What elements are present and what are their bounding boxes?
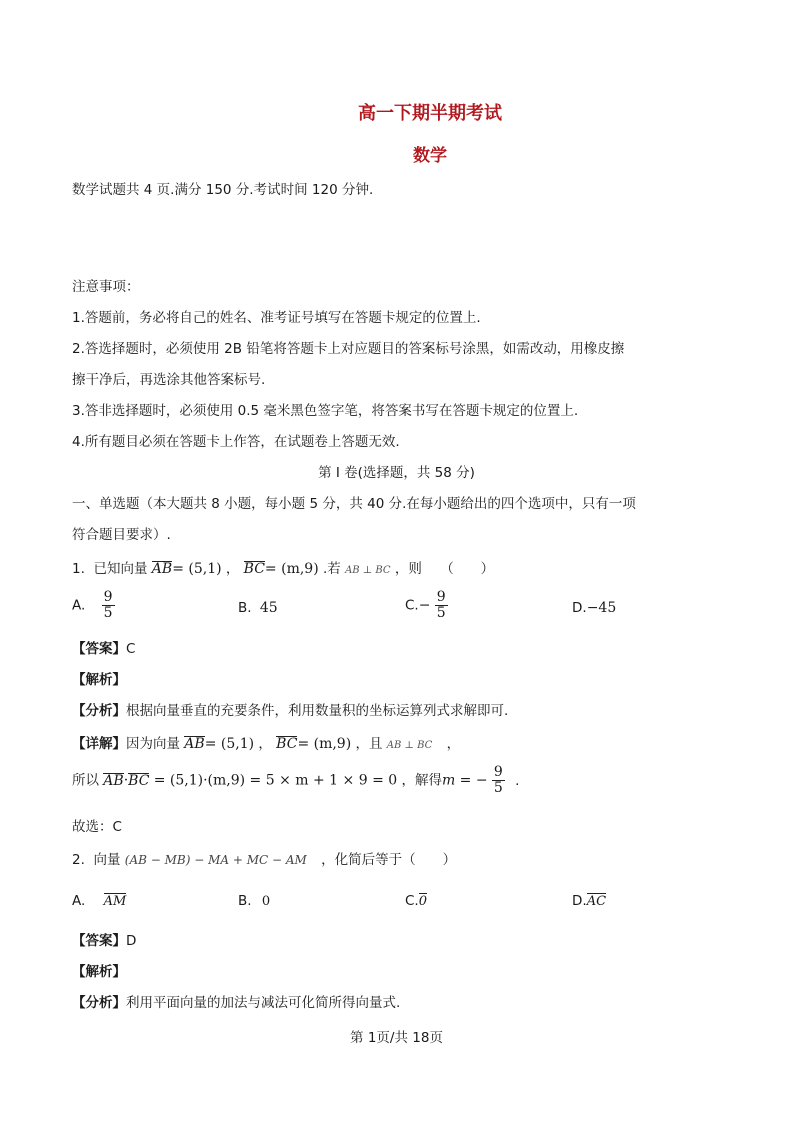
fenxi-line — [72, 699, 508, 719]
fraction — [102, 590, 115, 621]
option-value: 45 — [259, 600, 278, 616]
answer-value: D — [126, 933, 137, 949]
question-1-stem — [72, 556, 494, 584]
part-title: 第 I 卷(选择题，共 58 分) — [318, 465, 475, 481]
fenxi-text: 利用平面向量的加法与减法可化简所得向量式. — [126, 995, 401, 1011]
fenxi-line — [72, 991, 400, 1011]
numerator: 9 — [103, 589, 113, 605]
answer-parentheses: （ ） — [440, 561, 495, 577]
question-2-stem — [72, 850, 456, 870]
suoyi-text: 所以 — [72, 772, 99, 789]
intro-text: 数学试题共 4 页.满分 150 分.考试时间 120 分钟. — [72, 182, 374, 198]
vector-bc-value: = (m,9) — [264, 561, 319, 577]
vector-bc: BC — [128, 772, 150, 789]
fenxi-text: 根据向量垂直的充要条件，利用数量积的坐标运算列式求解即可. — [126, 703, 509, 719]
separator: ， — [225, 561, 240, 577]
option-a — [72, 590, 115, 621]
conclusion: 故选：C — [72, 819, 122, 835]
answer-line — [72, 637, 135, 657]
question-number: 1. — [72, 561, 85, 577]
page-footer: 第 1页/共 18页 — [350, 1030, 443, 1046]
answer-line — [72, 929, 136, 949]
perpendicular-condition: AB ⊥ BC — [345, 565, 391, 576]
xiangjie-line — [72, 734, 460, 756]
section-heading-cont: 符合题目要求）. — [72, 527, 171, 543]
notice-item: 1.答题前，务必将自己的姓名、准考证号填写在答题卡规定的位置上. — [72, 310, 481, 326]
notice-item: 3.答非选择题时，必须使用 0.5 毫米黑色签字笔，将答案书写在答题卡规定的位置上. — [72, 403, 579, 419]
answer-label: 【答案】 — [72, 641, 126, 657]
stem-text: 向量 — [93, 852, 121, 868]
notice-item: 4.所有题目必须在答题卡上作答，在试题卷上答题无效. — [72, 434, 400, 450]
option-label: C. — [405, 597, 419, 614]
section-heading: 一、单选题（本大题共 8 小题，每小题 5 分，共 40 分.在每小题给出的四个选项中，只有一项 — [72, 496, 636, 512]
vector-ab: AB — [184, 736, 205, 752]
xiangjie-label: 【详解】 — [72, 736, 126, 752]
option-d — [572, 893, 606, 909]
option-label: A. — [72, 893, 86, 909]
period: . — [515, 772, 520, 789]
answer-label: 【答案】 — [72, 933, 126, 949]
stem-text: 已知向量 — [93, 561, 148, 577]
vector-expression: (AB − MB) − MA + MC − AM — [124, 853, 307, 867]
vector-ab: AB — [103, 772, 124, 789]
vector-ab: AB — [151, 561, 173, 577]
fenxi-label: 【分析】 — [72, 703, 126, 719]
option-d — [572, 600, 616, 616]
analysis-label: 【解析】 — [72, 964, 126, 980]
denominator: 5 — [436, 605, 446, 621]
dot-product-line — [72, 765, 519, 796]
xiangjie-text: ， — [446, 736, 461, 752]
option-value: AM — [103, 894, 127, 909]
option-label: D. — [572, 600, 587, 616]
option-value: 0 — [261, 894, 271, 909]
option-label: B. — [238, 600, 252, 616]
notice-item: 2.答选择题时，必须使用 2B 铅笔将答题卡上对应题目的答案标号涂黑，如需改动，用橡皮擦 — [72, 341, 625, 357]
vector-bc: BC — [243, 561, 265, 577]
m-equation: m = − — [441, 772, 488, 789]
option-b — [238, 893, 270, 909]
option-value: −45 — [586, 600, 617, 616]
perpendicular-condition: AB ⊥ BC — [386, 740, 433, 751]
xiangjie-text: ，且 — [355, 736, 383, 752]
fenxi-label: 【分析】 — [72, 995, 126, 1011]
page-title: 高一下期半期考试 — [358, 103, 502, 124]
denominator: 5 — [103, 605, 113, 621]
xiangjie-text: 因为向量 — [126, 736, 180, 752]
vector-ab-value: = (5,1) — [172, 561, 222, 577]
dot-symbol: · — [123, 772, 129, 789]
jiede-text: ，解得 — [401, 772, 442, 789]
option-b — [238, 600, 278, 616]
option-c — [405, 590, 448, 621]
vector-bc-value: = (m,9) — [297, 736, 352, 752]
denominator: 5 — [493, 780, 503, 796]
analysis-label: 【解析】 — [72, 672, 126, 688]
option-label: B. — [238, 893, 252, 909]
option-value: 0 — [418, 894, 427, 909]
numerator: 9 — [436, 589, 446, 605]
notice-item: 擦干净后，再选涂其他答案标号. — [72, 372, 266, 388]
option-label: D. — [572, 893, 587, 909]
answer-value: C — [126, 641, 136, 657]
notice-heading: 注意事项： — [72, 279, 140, 295]
page-subtitle: 数学 — [413, 146, 447, 166]
option-value: AC — [586, 894, 607, 909]
stem-text: ，则 — [394, 561, 422, 577]
option-label: C. — [405, 893, 419, 909]
option-c — [405, 893, 427, 909]
vector-bc: BC — [276, 736, 298, 752]
fraction — [435, 590, 448, 621]
dot-expression: = (5,1)·(m,9) = 5 × m + 1 × 9 = 0 — [153, 772, 398, 789]
stem-text: .若 — [322, 561, 341, 577]
stem-text: ，化简后等于（ ） — [321, 852, 457, 868]
numerator: 9 — [493, 764, 503, 780]
minus-sign: − — [418, 597, 431, 614]
fraction — [492, 765, 505, 796]
vector-ab-value: = (5,1) — [204, 736, 255, 752]
question-number: 2. — [72, 852, 85, 868]
option-label: A. — [72, 597, 86, 614]
separator: ， — [258, 736, 272, 752]
option-a — [72, 893, 126, 909]
